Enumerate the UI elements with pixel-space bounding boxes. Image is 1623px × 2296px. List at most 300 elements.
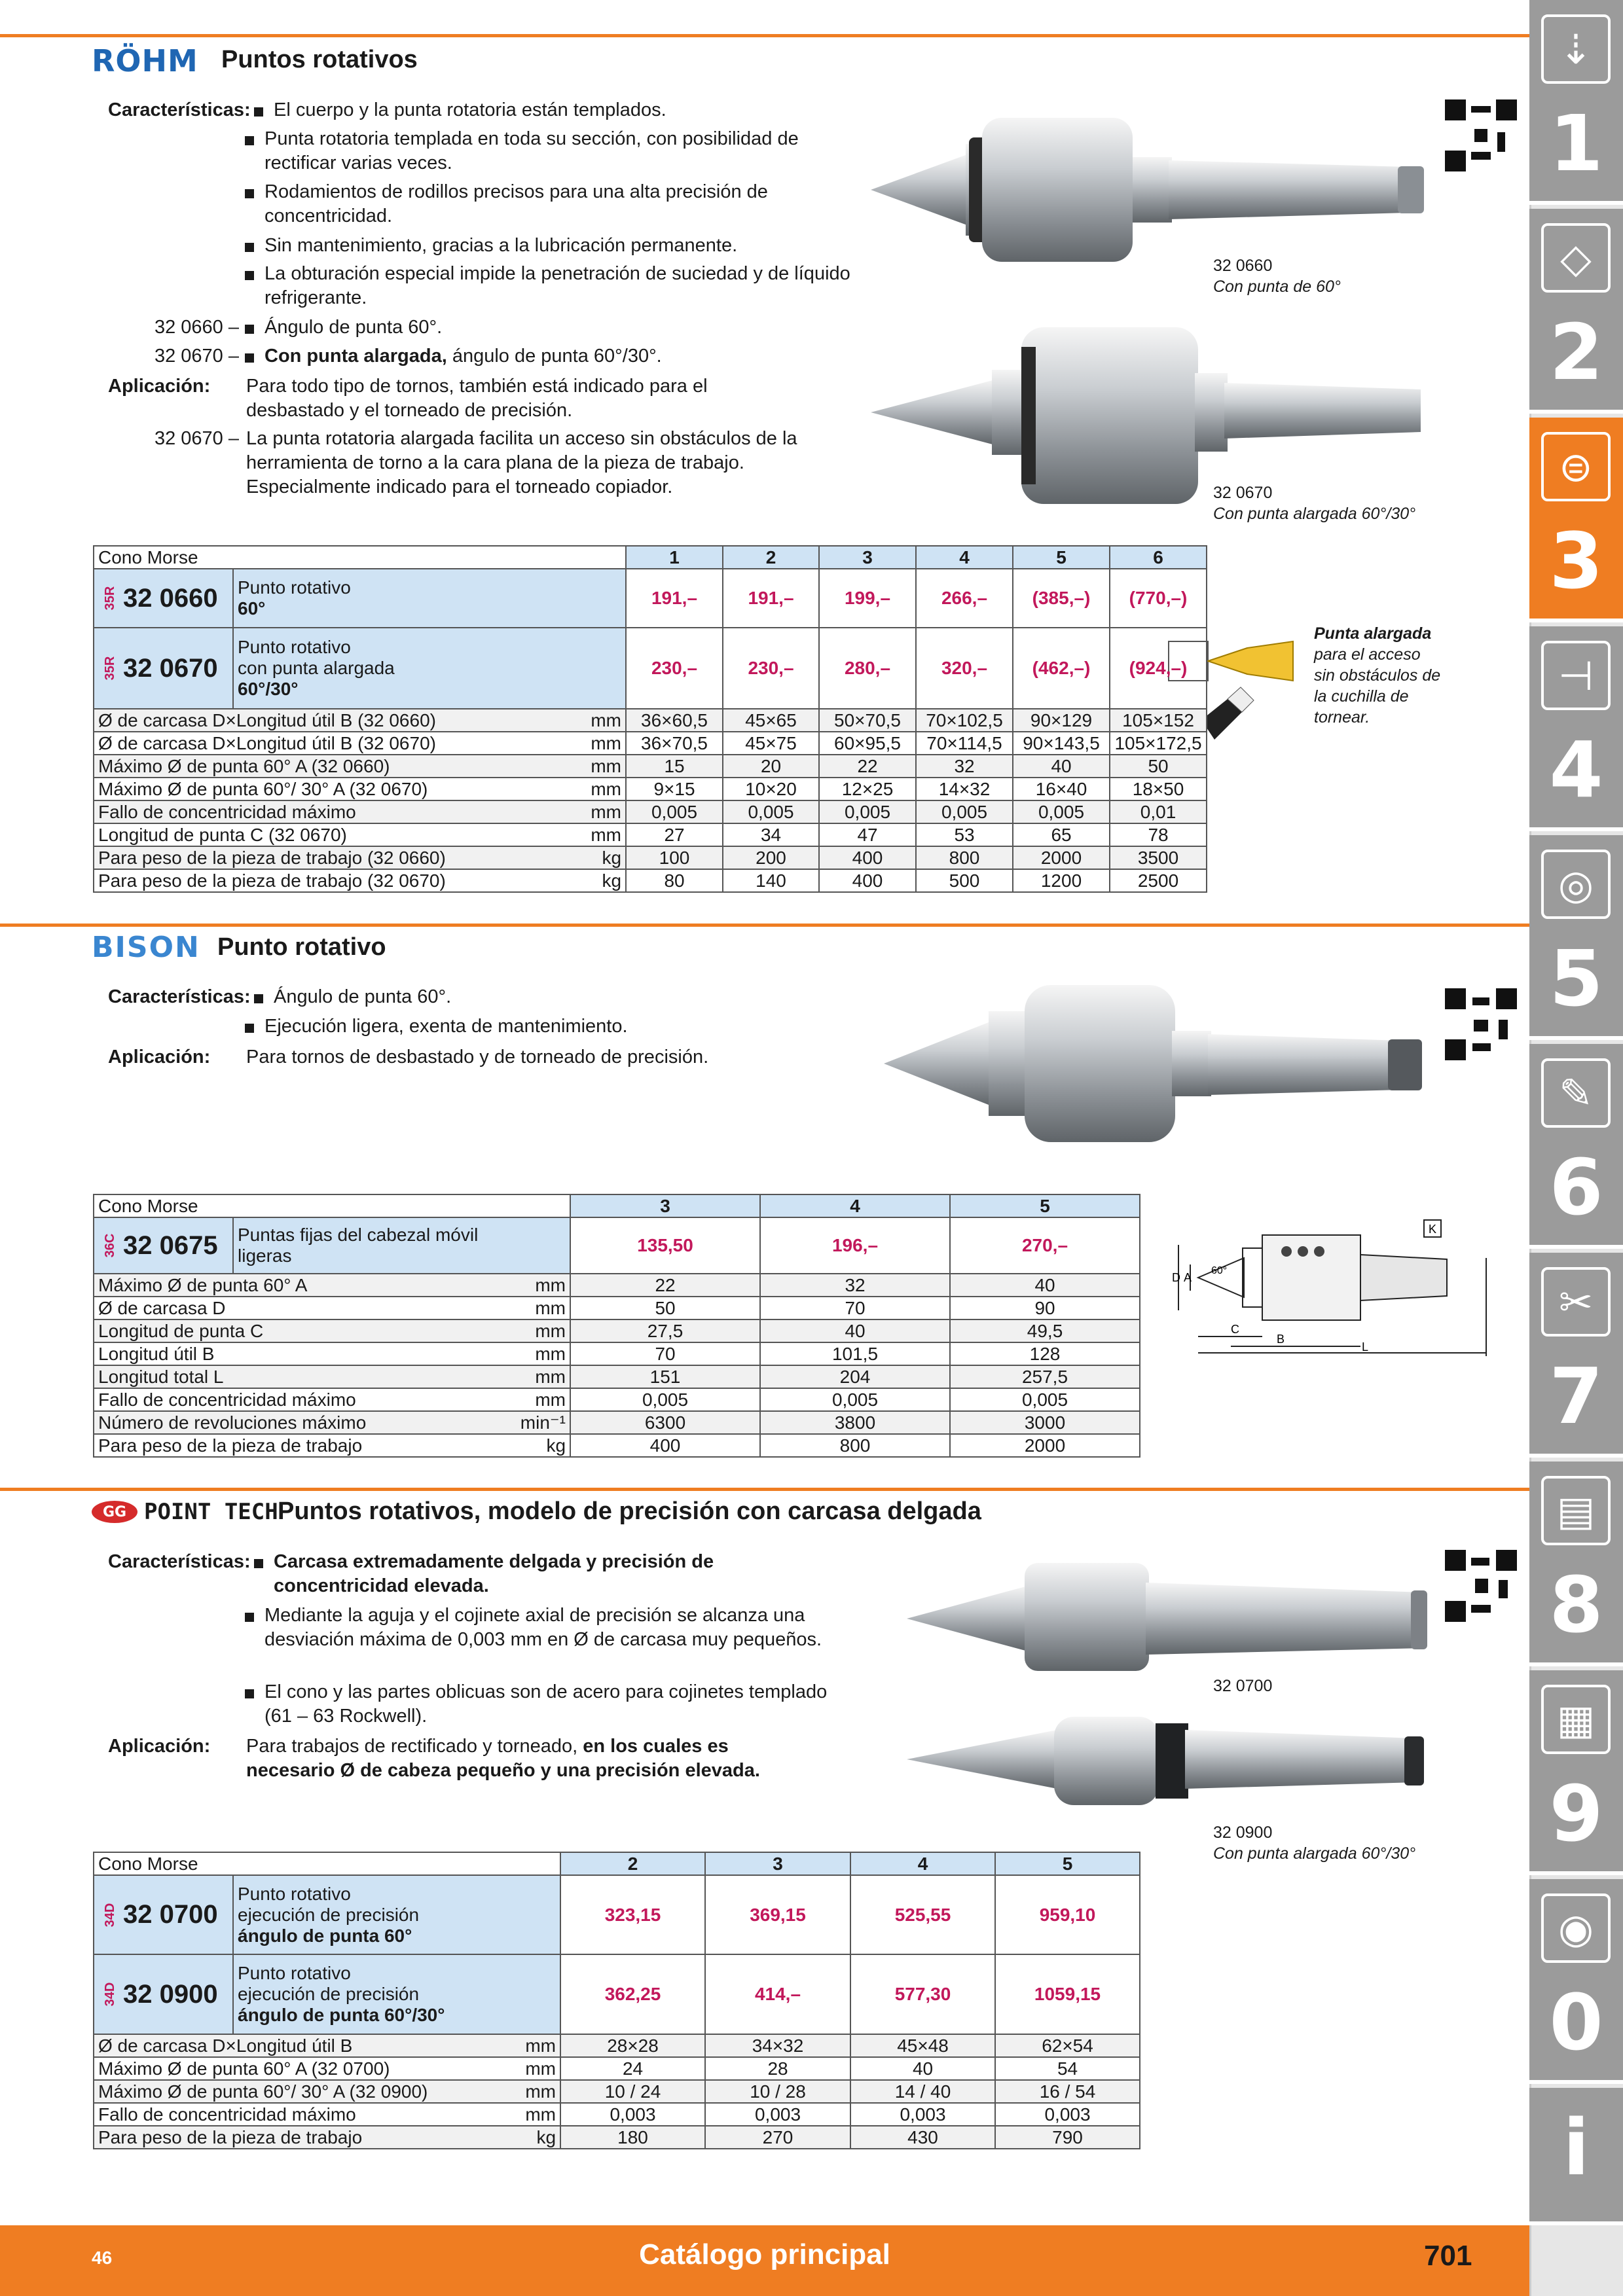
- spec-value: 400: [819, 869, 916, 892]
- spec-row: [94, 1434, 1140, 1457]
- product-row: [94, 569, 1207, 628]
- spec-label: Ø de carcasa D×Longitud útil B (32 0660): [94, 709, 515, 732]
- spec-value: 70: [570, 1342, 760, 1365]
- spec-row: [94, 2080, 1140, 2103]
- spec-value: 50×70,5: [819, 709, 916, 732]
- price: 191,–: [723, 569, 819, 628]
- gg-badge: GG: [92, 1501, 137, 1523]
- spec-unit: mm: [515, 1388, 570, 1411]
- spec-value: 0,01: [1110, 800, 1207, 823]
- spec-value: 27,5: [570, 1319, 760, 1342]
- col-header: 3: [705, 1852, 850, 1875]
- spec-value: 50: [1110, 755, 1207, 778]
- price: 196,–: [760, 1217, 950, 1274]
- spec-unit: mm: [515, 1319, 570, 1342]
- spec-unit: kg: [515, 2126, 560, 2149]
- spec-unit: kg: [515, 869, 626, 892]
- spec-unit: mm: [515, 1342, 570, 1365]
- spec-unit: mm: [515, 823, 626, 846]
- spec-value: 0,005: [950, 1388, 1140, 1411]
- spec-row: [94, 2103, 1140, 2126]
- qr-code[interactable]: [1445, 99, 1517, 171]
- price: 280,–: [819, 628, 916, 709]
- spec-value: 40: [950, 1274, 1140, 1297]
- spec-row: [94, 778, 1207, 800]
- product-description: Punto rotativo ejecución de precisión ángulo de punta 60°/30°: [233, 1954, 560, 2034]
- spec-value: 36×70,5: [626, 732, 723, 755]
- price: (385,–): [1013, 569, 1110, 628]
- spec-value: 45×48: [850, 2034, 995, 2057]
- price: 230,–: [723, 628, 819, 709]
- spec-value: 27: [626, 823, 723, 846]
- spec-label: Máximo Ø de punta 60°/ 30° A (32 0670): [94, 778, 515, 800]
- spec-value: 18×50: [1110, 778, 1207, 800]
- spec-value: 90: [950, 1297, 1140, 1319]
- spec-value: 40: [1013, 755, 1110, 778]
- spec-label: Número de revoluciones máximo: [94, 1411, 515, 1434]
- feature-bullet: Con punta alargada, ángulo de punta 60°/30°.: [264, 344, 854, 368]
- chapter-number: 8: [1549, 1560, 1603, 1650]
- spec-row: [94, 2057, 1140, 2080]
- spec-value: 800: [760, 1434, 950, 1457]
- spec-value: 9×15: [626, 778, 723, 800]
- dim-label-k: K: [1429, 1223, 1437, 1236]
- spec-value: 0,005: [1013, 800, 1110, 823]
- spec-unit: mm: [515, 778, 626, 800]
- spec-value: 400: [570, 1434, 760, 1457]
- spec-unit: mm: [515, 1297, 570, 1319]
- catalog-title: Catálogo principal: [639, 2238, 890, 2270]
- spec-label: Para peso de la pieza de trabajo: [94, 1434, 515, 1457]
- safety-icon: ◉: [1541, 1893, 1611, 1963]
- spec-value: 16×40: [1013, 778, 1110, 800]
- spec-row: [94, 823, 1207, 846]
- image-caption: 32 0700: [1213, 1677, 1273, 1695]
- spec-value: 45×65: [723, 709, 819, 732]
- spec-value: 0,005: [570, 1388, 760, 1411]
- brand-text: POINT TECH: [144, 1499, 278, 1525]
- spec-value: 10×20: [723, 778, 819, 800]
- product-code: 35R 32 0660: [94, 569, 233, 628]
- spec-value: 22: [570, 1274, 760, 1297]
- product-code: 35R 32 0670: [94, 628, 233, 709]
- feature-bullet: El cono y las partes oblicuas son de acero para cojinetes templado (61 – 63 Rockwell).: [264, 1680, 841, 1729]
- spec-value: 180: [560, 2126, 705, 2149]
- spec-value: 500: [916, 869, 1013, 892]
- spec-label: Longitud de punta C (32 0670): [94, 823, 515, 846]
- chapter-number: i: [1563, 2102, 1590, 2193]
- spec-value: 15: [626, 755, 723, 778]
- spec-value: 0,003: [560, 2103, 705, 2126]
- product-row: [94, 628, 1207, 709]
- spec-value: 32: [916, 755, 1013, 778]
- spec-row: [94, 2126, 1140, 2149]
- price: 1059,15: [995, 1954, 1140, 2034]
- spec-value: 20: [723, 755, 819, 778]
- spec-label: Ø de carcasa D: [94, 1297, 515, 1319]
- price: 135,50: [570, 1217, 760, 1274]
- dim-label-b: B: [1277, 1333, 1285, 1346]
- spec-label: Ø de carcasa D×Longitud útil B (32 0670): [94, 732, 515, 755]
- feature-bullet: Sin mantenimiento, gracias a la lubricación permanente.: [264, 234, 854, 258]
- spec-value: 50: [570, 1297, 760, 1319]
- spec-value: 24: [560, 2057, 705, 2080]
- col-header: 5: [1013, 546, 1110, 569]
- precision-center-image: [907, 1556, 1431, 1671]
- spec-row: [94, 1365, 1140, 1388]
- chapter-number: 9: [1549, 1768, 1603, 1859]
- chapter-tab-8[interactable]: [1529, 1462, 1623, 1666]
- spec-table-rohm: [93, 545, 1207, 893]
- spec-row: [94, 1297, 1140, 1319]
- spec-value: 28: [705, 2057, 850, 2080]
- price: 199,–: [819, 569, 916, 628]
- col-header: 2: [560, 1852, 705, 1875]
- spec-value: 800: [916, 846, 1013, 869]
- spec-label: Longitud útil B: [94, 1342, 515, 1365]
- price: 323,15: [560, 1875, 705, 1954]
- spec-unit: mm: [515, 1365, 570, 1388]
- application-text: Para tornos de desbastado y de torneado de precisión.: [246, 1047, 709, 1067]
- cono-morse-header: Cono Morse: [94, 1194, 570, 1217]
- spec-row: [94, 800, 1207, 823]
- spec-row: [94, 1274, 1140, 1297]
- product-code-label: 32 0670 –: [154, 346, 239, 367]
- dim-label-angle: 60°: [1211, 1265, 1228, 1276]
- section-title: Puntos rotativos: [221, 46, 418, 73]
- spec-label: Para peso de la pieza de trabajo (32 0670): [94, 869, 515, 892]
- spec-value: 65: [1013, 823, 1110, 846]
- image-caption: 32 0900 Con punta alargada 60°/30°: [1213, 1823, 1416, 1863]
- product-description: Punto rotativo con punta alargada 60°/30°: [233, 628, 626, 709]
- product-description: Puntas fijas del cabezal móvil ligeras: [233, 1217, 570, 1274]
- col-header: 4: [760, 1194, 950, 1217]
- spec-row: [94, 1411, 1140, 1434]
- application-label: Aplicación:: [108, 1047, 211, 1067]
- chapter-tab-4[interactable]: [1529, 626, 1623, 831]
- spec-label: Máximo Ø de punta 60° A: [94, 1274, 515, 1297]
- feature-bullet: Rodamientos de rodillos precisos para una alta precisión de concentricidad.: [264, 180, 854, 228]
- spec-value: 54: [995, 2057, 1140, 2080]
- spec-unit: mm: [515, 1274, 570, 1297]
- chuck-icon: ⊜: [1541, 432, 1611, 501]
- spec-value: 270: [705, 2126, 850, 2149]
- toolbox-icon: ▤: [1541, 1476, 1611, 1545]
- chapter-tab-1[interactable]: [1529, 0, 1623, 205]
- spec-table-bison: [93, 1194, 1140, 1458]
- col-header: 4: [916, 546, 1013, 569]
- spec-value: 36×60,5: [626, 709, 723, 732]
- cabinet-icon: ▦: [1541, 1685, 1611, 1754]
- live-center-image: [871, 98, 1427, 268]
- spec-value: 16 / 54: [995, 2080, 1140, 2103]
- spec-value: 3800: [760, 1411, 950, 1434]
- col-header: 1: [626, 546, 723, 569]
- cono-morse-header: Cono Morse: [94, 546, 626, 569]
- chapter-number: 7: [1549, 1351, 1603, 1441]
- feature-bullet: Punta rotatoria templada en toda su sección, con posibilidad de rectificar varias veces.: [264, 127, 854, 175]
- spec-value: 3500: [1110, 846, 1207, 869]
- price: 320,–: [916, 628, 1013, 709]
- rohm-logo: RÖHM: [92, 43, 198, 79]
- spec-value: 10 / 24: [560, 2080, 705, 2103]
- bison-logo: BISON: [92, 931, 200, 964]
- col-header: 3: [570, 1194, 760, 1217]
- spec-row: [94, 1319, 1140, 1342]
- dimension-diagram: [1172, 1219, 1493, 1363]
- application-label: Aplicación:: [108, 376, 211, 397]
- product-row: [94, 1954, 1140, 2034]
- characteristics-label: Características:: [108, 99, 251, 120]
- spec-unit: mm: [515, 732, 626, 755]
- col-header: 6: [1110, 546, 1207, 569]
- spec-value: 105×172,5: [1110, 732, 1207, 755]
- spec-row: [94, 1342, 1140, 1365]
- feature-bullet: Ángulo de punta 60°.: [274, 985, 797, 1009]
- chapter-number: 2: [1549, 307, 1603, 397]
- product-code: 34D 32 0900: [94, 1954, 233, 2034]
- spec-unit: mm: [515, 2103, 560, 2126]
- spec-unit: mm: [515, 2080, 560, 2103]
- spec-value: 2500: [1110, 869, 1207, 892]
- spec-value: 0,003: [705, 2103, 850, 2126]
- spec-value: 3000: [950, 1411, 1140, 1434]
- cono-morse-header: Cono Morse: [94, 1852, 560, 1875]
- section-title: Punto rotativo: [217, 933, 386, 961]
- spec-value: 200: [723, 846, 819, 869]
- spec-value: 101,5: [760, 1342, 950, 1365]
- saw-icon: ◎: [1541, 850, 1611, 919]
- price: (924,–): [1110, 628, 1207, 709]
- spec-label: Para peso de la pieza de trabajo (32 0660): [94, 846, 515, 869]
- product-code: 34D 32 0700: [94, 1875, 233, 1954]
- spec-label: Fallo de concentricidad máximo: [94, 800, 515, 823]
- spec-value: 60×95,5: [819, 732, 916, 755]
- spec-value: 2000: [950, 1434, 1140, 1457]
- spec-unit: mm: [515, 709, 626, 732]
- spec-label: Longitud de punta C: [94, 1319, 515, 1342]
- spec-label: Máximo Ø de punta 60° A (32 0660): [94, 755, 515, 778]
- spec-value: 0,003: [850, 2103, 995, 2126]
- spec-unit: kg: [515, 1434, 570, 1457]
- chapter-tab-0[interactable]: [1529, 1879, 1623, 2084]
- col-header: 5: [995, 1852, 1140, 1875]
- feature-bullet: El cuerpo y la punta rotatoria están templados.: [274, 98, 863, 122]
- feature-bullet: Carcasa extremadamente delgada y precisión de concentricidad elevada.: [274, 1550, 784, 1598]
- spec-value: 40: [850, 2057, 995, 2080]
- spec-value: 14 / 40: [850, 2080, 995, 2103]
- spec-value: 105×152: [1110, 709, 1207, 732]
- spec-value: 0,005: [916, 800, 1013, 823]
- spec-unit: kg: [515, 846, 626, 869]
- spec-value: 34×32: [705, 2034, 850, 2057]
- pliers-icon: ✂: [1541, 1267, 1611, 1336]
- product-code: 36C 32 0675: [94, 1217, 233, 1274]
- spec-value: 6300: [570, 1411, 760, 1434]
- col-header: 5: [950, 1194, 1140, 1217]
- drill-icon: ⇣: [1541, 14, 1611, 84]
- spec-value: 34: [723, 823, 819, 846]
- chapter-tab-i[interactable]: [1529, 2088, 1623, 2225]
- price: 369,15: [705, 1875, 850, 1954]
- qr-code[interactable]: [1445, 1550, 1517, 1622]
- application-text: Para todo tipo de tornos, también está indicado para el desbastado y el torneado de precisión.: [246, 376, 708, 421]
- product-code-label: 32 0670 –: [154, 428, 239, 449]
- spec-row: [94, 709, 1207, 732]
- spec-label: Máximo Ø de punta 60° A (32 0700): [94, 2057, 515, 2080]
- spec-value: 204: [760, 1365, 950, 1388]
- image-caption: 32 0670 Con punta alargada 60°/30°: [1213, 484, 1416, 523]
- price: 266,–: [916, 569, 1013, 628]
- spec-value: 53: [916, 823, 1013, 846]
- spec-table-pointtech: [93, 1852, 1140, 2149]
- chapter-tab-5[interactable]: [1529, 835, 1623, 1040]
- page-footer: [0, 2225, 1529, 2296]
- product-row: [94, 1875, 1140, 1954]
- spec-value: 80: [626, 869, 723, 892]
- wrench-icon: ✎: [1541, 1058, 1611, 1128]
- price: (462,–): [1013, 628, 1110, 709]
- product-description: Punto rotativo ejecución de precisión ángulo de punta 60°: [233, 1875, 560, 1954]
- spec-value: 47: [819, 823, 916, 846]
- application-text: Para trabajos de rectificado y torneado, en los cuales es necesario Ø de cabeza pequeño y una precisión elevada.: [246, 1736, 760, 1781]
- spec-value: 790: [995, 2126, 1140, 2149]
- price: 959,10: [995, 1875, 1140, 1954]
- spec-value: 0,005: [819, 800, 916, 823]
- spec-value: 62×54: [995, 2034, 1140, 2057]
- feature-bullet: Ángulo de punta 60°.: [264, 315, 854, 340]
- spec-row: [94, 1388, 1140, 1411]
- chapter-number: 5: [1549, 933, 1603, 1024]
- dim-label-a: A: [1184, 1271, 1192, 1284]
- dim-label-c: C: [1231, 1323, 1239, 1336]
- spec-value: 78: [1110, 823, 1207, 846]
- chapter-tab-6[interactable]: [1529, 1044, 1623, 1249]
- spec-value: 14×32: [916, 778, 1013, 800]
- caliper-icon: ⊣: [1541, 641, 1611, 710]
- spec-value: 28×28: [560, 2034, 705, 2057]
- side-note: Punta alargada para el acceso sin obstáculos de la cuchilla de tornear.: [1314, 624, 1441, 726]
- characteristics-label: Características:: [108, 1551, 251, 1572]
- spec-value: 0,005: [626, 800, 723, 823]
- spec-value: 70×102,5: [916, 709, 1013, 732]
- page-number-left: 46: [92, 2248, 113, 2268]
- live-center-image: [884, 985, 1427, 1142]
- page-number-right: 701: [1424, 2240, 1472, 2272]
- col-header: 4: [850, 1852, 995, 1875]
- insert-icon: ◇: [1541, 223, 1611, 293]
- section-divider: [0, 924, 1529, 927]
- spec-value: 40: [760, 1319, 950, 1342]
- price: 414,–: [705, 1954, 850, 2034]
- chapter-number: 6: [1549, 1142, 1603, 1232]
- price: 230,–: [626, 628, 723, 709]
- spec-value: 430: [850, 2126, 995, 2149]
- spec-unit: mm: [515, 800, 626, 823]
- section-title: Puntos rotativos, modelo de precisión con carcasa delgada: [278, 1498, 981, 1525]
- spec-value: 0,005: [723, 800, 819, 823]
- spec-value: 0,003: [995, 2103, 1140, 2126]
- spec-value: 70: [760, 1297, 950, 1319]
- spec-label: Máximo Ø de punta 60°/ 30° A (32 0900): [94, 2080, 515, 2103]
- chapter-tab-9[interactable]: [1529, 1670, 1623, 1875]
- chapter-number: 4: [1549, 725, 1603, 815]
- spec-value: 70×114,5: [916, 732, 1013, 755]
- feature-bullet: Ejecución ligera, exenta de mantenimiento.: [264, 1014, 788, 1039]
- chapter-number: 1: [1549, 98, 1603, 188]
- dim-label-d: D: [1172, 1271, 1180, 1284]
- application-label: Aplicación:: [108, 1736, 211, 1757]
- characteristics-label: Características:: [108, 986, 251, 1007]
- spec-value: 128: [950, 1342, 1140, 1365]
- feature-bullet: Mediante la aguja y el cojinete axial de precisión se alcanza una desviación máxima de 0,003 mm en Ø de carcasa muy pequeños.: [264, 1604, 841, 1652]
- feature-bullet: La obturación especial impide la penetración de suciedad y de líquido refrigerante.: [264, 262, 854, 310]
- spec-value: 0,005: [760, 1388, 950, 1411]
- spec-unit: min⁻¹: [515, 1411, 570, 1434]
- spec-label: Fallo de concentricidad máximo: [94, 1388, 515, 1411]
- spec-value: 10 / 28: [705, 2080, 850, 2103]
- price: 525,55: [850, 1875, 995, 1954]
- spec-value: 90×129: [1013, 709, 1110, 732]
- spec-value: 1200: [1013, 869, 1110, 892]
- spec-value: 257,5: [950, 1365, 1140, 1388]
- spec-value: 151: [570, 1365, 760, 1388]
- product-row: [94, 1217, 1140, 1274]
- product-description: Punto rotativo 60°: [233, 569, 626, 628]
- price: 191,–: [626, 569, 723, 628]
- spec-value: 140: [723, 869, 819, 892]
- precision-center-extended-image: [907, 1700, 1431, 1815]
- spec-label: Para peso de la pieza de trabajo: [94, 2126, 515, 2149]
- application-note: La punta rotatoria alargada facilita un acceso sin obstáculos de la herramienta de torno a la cara plana de la pieza de trabajo. Especialmente indicado para el torneado copiador.: [246, 428, 797, 497]
- spec-row: [94, 2034, 1140, 2057]
- spec-unit: mm: [515, 2057, 560, 2080]
- price: (770,–): [1110, 569, 1207, 628]
- spec-row: [94, 732, 1207, 755]
- price: 362,25: [560, 1954, 705, 2034]
- image-caption: 32 0660 Con punta de 60°: [1213, 257, 1341, 296]
- chapter-tab-3[interactable]: [1529, 418, 1623, 622]
- chapter-number: 3: [1549, 516, 1603, 606]
- spec-label: Longitud total L: [94, 1365, 515, 1388]
- spec-value: 2000: [1013, 846, 1110, 869]
- spec-value: 400: [819, 846, 916, 869]
- point-tech-logo: [92, 1499, 278, 1525]
- dim-label-l: L: [1362, 1340, 1369, 1354]
- spec-row: [94, 846, 1207, 869]
- spec-label: Ø de carcasa D×Longitud útil B: [94, 2034, 515, 2057]
- price: 577,30: [850, 1954, 995, 2034]
- col-header: 3: [819, 546, 916, 569]
- spec-value: 32: [760, 1274, 950, 1297]
- section-divider: [0, 34, 1529, 37]
- chapter-tab-7[interactable]: [1529, 1253, 1623, 1458]
- qr-code[interactable]: [1445, 988, 1517, 1060]
- chapter-tab-2[interactable]: [1529, 209, 1623, 414]
- spec-row: [94, 755, 1207, 778]
- spec-unit: mm: [515, 2034, 560, 2057]
- spec-unit: mm: [515, 755, 626, 778]
- col-header: 2: [723, 546, 819, 569]
- spec-row: [94, 869, 1207, 892]
- section-divider: [0, 1488, 1529, 1491]
- product-code-label: 32 0660 –: [154, 317, 239, 338]
- chapter-number: 0: [1549, 1977, 1603, 2068]
- price: 270,–: [950, 1217, 1140, 1274]
- spec-value: 45×75: [723, 732, 819, 755]
- spec-value: 100: [626, 846, 723, 869]
- spec-value: 12×25: [819, 778, 916, 800]
